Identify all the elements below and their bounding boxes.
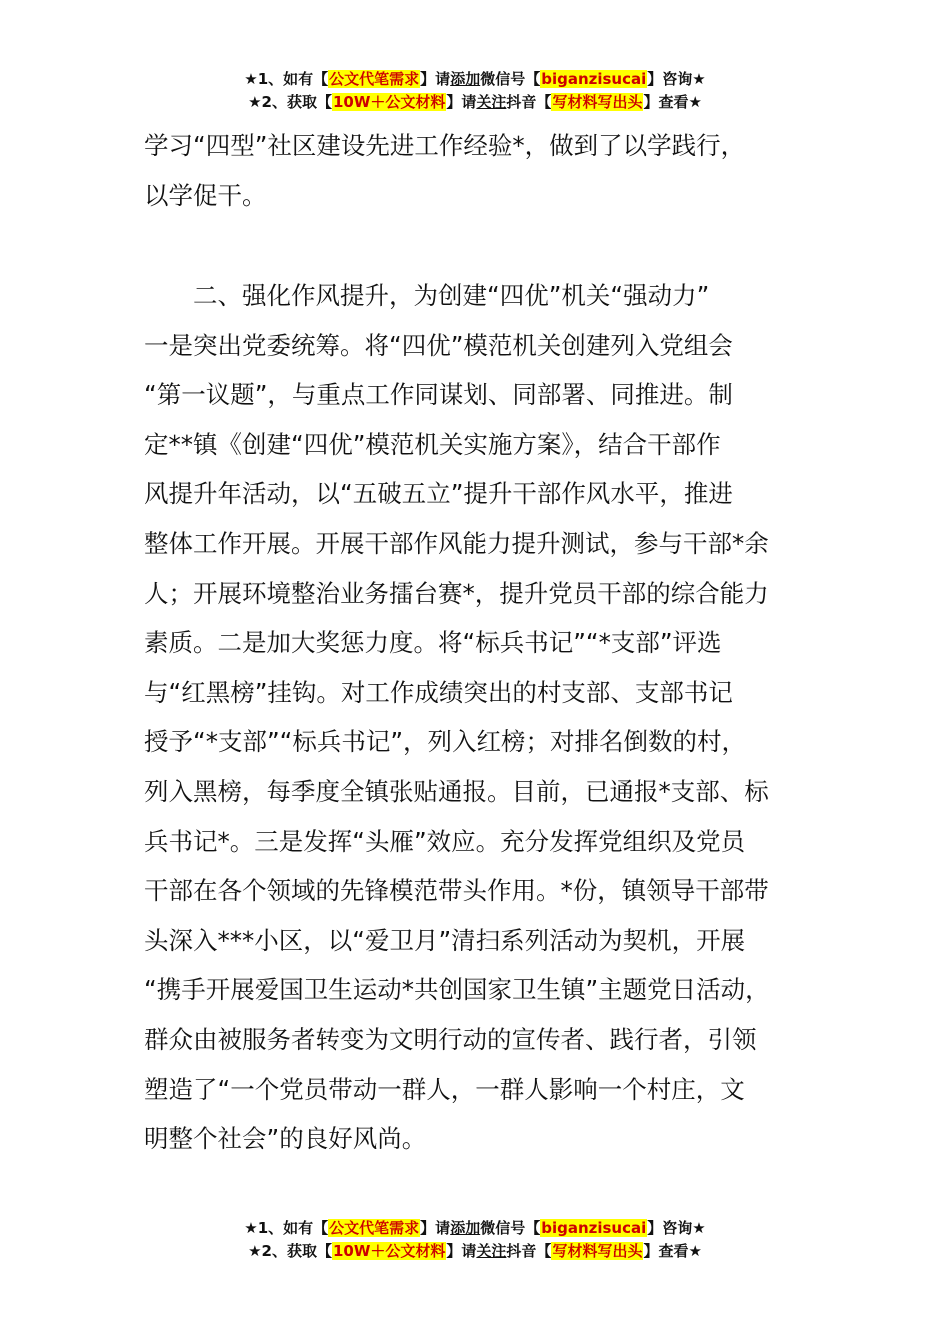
body-section-two <box>144 271 834 1164</box>
banner-line-1: ★1、如有【公文代笔需求】请添加微信号【biganzisucai】咨询★ <box>244 70 706 88</box>
text-line: 一是突出党委统筹。将“四优”模范机关创建列入党组会 <box>144 330 733 360</box>
header-banner <box>0 68 950 114</box>
body-paragraph-continued <box>144 121 834 220</box>
banner-highlight-service: 公文代笔需求 <box>329 70 420 88</box>
text-line: 素质。二是加大奖惩力度。将“标兵书记”“*支部”评选 <box>144 628 722 658</box>
text-line: 整体工作开展。开展干部作风能力提升测试，参与干部*余 <box>144 528 769 558</box>
text-line: 定**镇《创建“四优”模范机关实施方案》，结合干部作 <box>144 429 721 459</box>
banner-highlight-douyin: 写材料写出头 <box>552 93 643 111</box>
banner-highlight-douyin: 写材料写出头 <box>552 1242 643 1260</box>
text-line: 群众由被服务者转变为文明行动的宣传者、践行者，引领 <box>144 1024 757 1054</box>
text-line: 人；开展环境整治业务擂台赛*，提升党员干部的综合能力 <box>144 578 769 608</box>
banner-line-2: ★2、获取【10W＋公文材料】请关注抖音【写材料写出头】查看★ <box>248 1242 702 1260</box>
banner-highlight-materials: 10W＋公文材料 <box>332 1242 446 1260</box>
text-line: “第一议题”，与重点工作同谋划、同部署、同推进。制 <box>144 380 733 410</box>
text-line: “携手开展爱国卫生运动*共创国家卫生镇”主题党日活动， <box>144 975 770 1005</box>
banner-line-2: ★2、获取【10W＋公文材料】请关注抖音【写材料写出头】查看★ <box>248 93 702 111</box>
text-line: 列入黑榜，每季度全镇张贴通报。目前，已通报*支部、标 <box>144 776 769 806</box>
text-line: 风提升年活动，以“五破五立”提升干部作风水平，推进 <box>144 479 733 509</box>
text-line: 以学促干。 <box>144 180 267 210</box>
text-line: 塑造了“一个党员带动一群人，一群人影响一个村庄，文 <box>144 1074 745 1104</box>
banner-highlight-wechat-id: biganzisucai <box>541 70 647 88</box>
banner-highlight-materials: 10W＋公文材料 <box>332 93 446 111</box>
text-line: 兵书记*。三是发挥“头雁”效应。充分发挥党组织及党员 <box>144 826 746 856</box>
text-line: 与“红黑榜”挂钩。对工作成绩突出的村支部、支部书记 <box>144 677 733 707</box>
text-line: 头深入***小区，以“爱卫月”清扫系列活动为契机，开展 <box>144 925 746 955</box>
banner-line-1: ★1、如有【公文代笔需求】请添加微信号【biganzisucai】咨询★ <box>244 1219 706 1237</box>
text-line: 干部在各个领域的先锋模范带头作用。*份，镇领导干部带 <box>144 876 769 906</box>
banner-highlight-service: 公文代笔需求 <box>329 1219 420 1237</box>
banner-highlight-wechat-id: biganzisucai <box>541 1219 647 1237</box>
text-line: 授予“*支部”“标兵书记”，列入红榜；对排名倒数的村， <box>144 727 747 757</box>
text-line: 学习“四型”社区建设先进工作经验*，做到了以学践行， <box>144 131 746 160</box>
text-line: 明整个社会”的良好风尚。 <box>144 1124 427 1154</box>
footer-banner <box>0 1217 950 1263</box>
section-heading: 二、强化作风提升，为创建“四优”机关“强动力” <box>144 281 710 310</box>
